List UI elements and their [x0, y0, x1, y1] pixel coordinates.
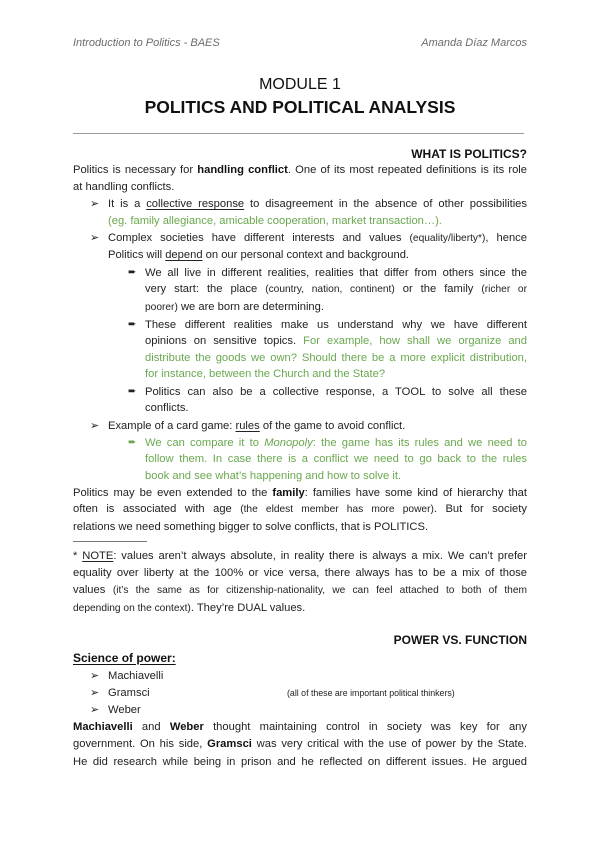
thinkers-note: (all of these are important political thinkers): [287, 687, 455, 698]
sub-bullet-item: [73, 435, 527, 485]
footnote-separator: [73, 541, 147, 542]
thinker-name: Machiavelli: [108, 669, 164, 682]
text-segment: was very critical with the use of power by the State.: [251, 738, 527, 751]
text-segment: . But for society: [433, 503, 527, 516]
text-segment: opinions on sensitive topics.: [145, 335, 304, 348]
green-example-text: For example, how shall we organize and: [303, 335, 527, 348]
power-paragraph: [73, 719, 527, 771]
text-segment: , hence: [485, 231, 527, 244]
text-line: [73, 501, 527, 519]
italic-term: Monopoly: [264, 436, 313, 449]
page-header: [73, 36, 527, 50]
heavy-arrow-bullet-icon: [128, 435, 136, 452]
green-example-text: We can compare it to: [145, 436, 265, 449]
thinkers-list: [73, 668, 527, 719]
text-line: [73, 519, 527, 536]
list-item: [73, 685, 527, 702]
text-line: [73, 548, 527, 565]
text-segment: : values aren’t always absolute, in reality there is always a mix. We can’t prefer: [113, 550, 527, 563]
heavy-arrow-bullet-icon: [128, 384, 136, 401]
intro-paragraph: [73, 162, 527, 195]
sub-bullet-item: [73, 384, 527, 417]
text-line: [145, 317, 527, 334]
text-line: [73, 582, 527, 600]
green-example-text: (eg. family allegiance, amicable cooperation, market transaction…).: [108, 214, 442, 227]
parenthetical-text: (the eldest member has more power): [240, 504, 434, 516]
section-power-vs-function: [73, 632, 527, 771]
text-segment: we are born are determining.: [177, 300, 324, 313]
text-segment: to disagreement in the absence of other possibilities: [244, 198, 527, 211]
bold-term: Machiavelli: [73, 721, 133, 734]
text-line: [145, 333, 527, 350]
text-line: [145, 400, 527, 417]
text-segment: and: [132, 721, 170, 734]
parenthetical-text: poorer): [145, 301, 178, 313]
arrowhead-bullet-icon: [90, 196, 99, 213]
text-line: [145, 299, 527, 317]
green-example-line: [145, 468, 527, 485]
text-segment: government. On his side,: [73, 738, 208, 751]
bold-term: Weber: [169, 721, 204, 734]
parenthetical-text: depending on the context): [73, 602, 191, 614]
underlined-term: NOTE: [82, 550, 114, 563]
green-example-text: book and see what’s happening and how to solve it.: [145, 469, 402, 482]
text-line: [73, 162, 527, 179]
text-segment: at handling conflicts.: [73, 180, 175, 193]
text-segment: equality over liberty at the 100% or vice versa, there always has to be a mix of those: [73, 567, 527, 580]
parenthetical-text: (country, nation, continent): [265, 284, 395, 296]
subsection-heading: Science of power:: [73, 650, 176, 665]
text-segment: very start: the place: [145, 283, 266, 296]
text-line: [108, 196, 527, 213]
text-segment: Example of a card game:: [108, 419, 236, 432]
heavy-arrow-bullet-icon: [128, 317, 136, 334]
green-example-line: [145, 350, 527, 367]
text-segment: values: [73, 583, 113, 596]
course-name: Introduction to Politics - BAES: [73, 37, 220, 49]
text-segment: . They’re DUAL values.: [190, 601, 306, 614]
bullet-item: [73, 418, 527, 435]
green-example-line: [145, 451, 527, 468]
list-item: [73, 702, 527, 719]
section-heading: WHAT IS POLITICS?: [411, 146, 527, 161]
green-example-text: distribute the goods we own? Should there be a more explicit distribution,: [145, 351, 527, 364]
module-title: POLITICS AND POLITICAL ANALYSIS: [144, 97, 456, 117]
text-line: [108, 230, 527, 248]
underlined-term: rules: [235, 419, 260, 432]
text-line: [145, 281, 527, 299]
green-example-line: [145, 435, 527, 452]
text-segment: These different realities make us understand why we have different: [145, 318, 527, 331]
author-name: Amanda Díaz Marcos: [421, 37, 527, 49]
module-number: MODULE 1: [259, 76, 341, 93]
thinker-name: Weber: [108, 703, 141, 716]
underlined-term: collective response: [146, 198, 245, 211]
text-segment: of the game to avoid conflict.: [259, 419, 406, 432]
text-segment: It is a: [108, 198, 147, 211]
parenthetical-text: (it’s the same as for citizenship-nationality, we can feel attached to both of them: [112, 584, 527, 596]
green-example-text: : the game has its rules and we need to: [312, 436, 528, 449]
text-segment: Politics can also be a collective response, a TOOL to solve all these: [145, 385, 527, 398]
text-segment: Complex societies have different interests and values: [108, 231, 410, 244]
arrowhead-bullet-icon: [90, 230, 99, 247]
footnote: [73, 548, 527, 617]
sub-bullet-item: [73, 265, 527, 317]
bullet-item: [73, 230, 527, 264]
text-line: [73, 754, 527, 771]
text-segment: relations we need something bigger to solve conflicts, that is POLITICS.: [73, 520, 429, 533]
family-paragraph: [73, 485, 527, 536]
list-item: [73, 668, 527, 685]
section-heading: POWER VS. FUNCTION: [393, 632, 527, 647]
green-example-line: [145, 366, 527, 383]
green-example-text: follow them. In case there is a conflict we need to go back to the rules: [145, 453, 527, 466]
section-what-is-politics: [73, 146, 527, 536]
text-segment: : families have some kind of hierarchy that: [304, 486, 528, 499]
text-line: [108, 247, 527, 264]
text-segment: on our personal context and background.: [202, 249, 410, 262]
underlined-term: depend: [165, 249, 203, 262]
text-segment: We all live in different realities, realities that differ from others since the: [145, 266, 527, 279]
thinker-name: Gramsci: [108, 686, 150, 699]
parenthetical-text: (equality/liberty*): [409, 232, 486, 244]
text-line: [73, 485, 527, 502]
text-segment: conflicts.: [145, 402, 189, 415]
text-line: [73, 719, 527, 736]
bold-term: handling conflict: [197, 164, 288, 177]
arrowhead-bullet-icon: [90, 418, 99, 435]
text-segment: Politics is necessary for: [73, 164, 198, 177]
text-line: [108, 418, 527, 435]
green-example-line: [108, 213, 527, 230]
text-segment: He did research while being in prison and he reflected on different issues. He argued: [73, 755, 527, 768]
text-segment: or the family: [394, 283, 482, 296]
text-line: [73, 565, 527, 582]
text-segment: Politics will: [108, 249, 166, 262]
bullet-item: [73, 196, 527, 229]
text-line: [73, 736, 527, 753]
text-segment: . One of its most repeated definitions is its role: [287, 164, 528, 177]
footnote-marker: *: [73, 550, 83, 563]
text-segment: often is associated with age: [73, 503, 241, 516]
heavy-arrow-bullet-icon: [128, 265, 136, 282]
arrowhead-bullet-icon: [90, 685, 99, 702]
title-divider: [73, 133, 524, 134]
parenthetical-text: (richer or: [481, 284, 527, 296]
sub-bullet-item: [73, 317, 527, 383]
bold-term: family: [272, 486, 305, 499]
text-line: [73, 179, 527, 196]
text-segment: Politics may be even extended to the: [73, 486, 273, 499]
bold-term: Gramsci: [207, 738, 252, 751]
text-line: [145, 265, 527, 282]
text-line: [145, 384, 527, 401]
arrowhead-bullet-icon: [90, 668, 99, 685]
text-line: [73, 600, 527, 618]
green-example-text: for instance, between the Church and the State?: [145, 368, 386, 381]
text-segment: thought maintaining control in society was key for any: [203, 721, 527, 734]
arrowhead-bullet-icon: [90, 702, 99, 719]
